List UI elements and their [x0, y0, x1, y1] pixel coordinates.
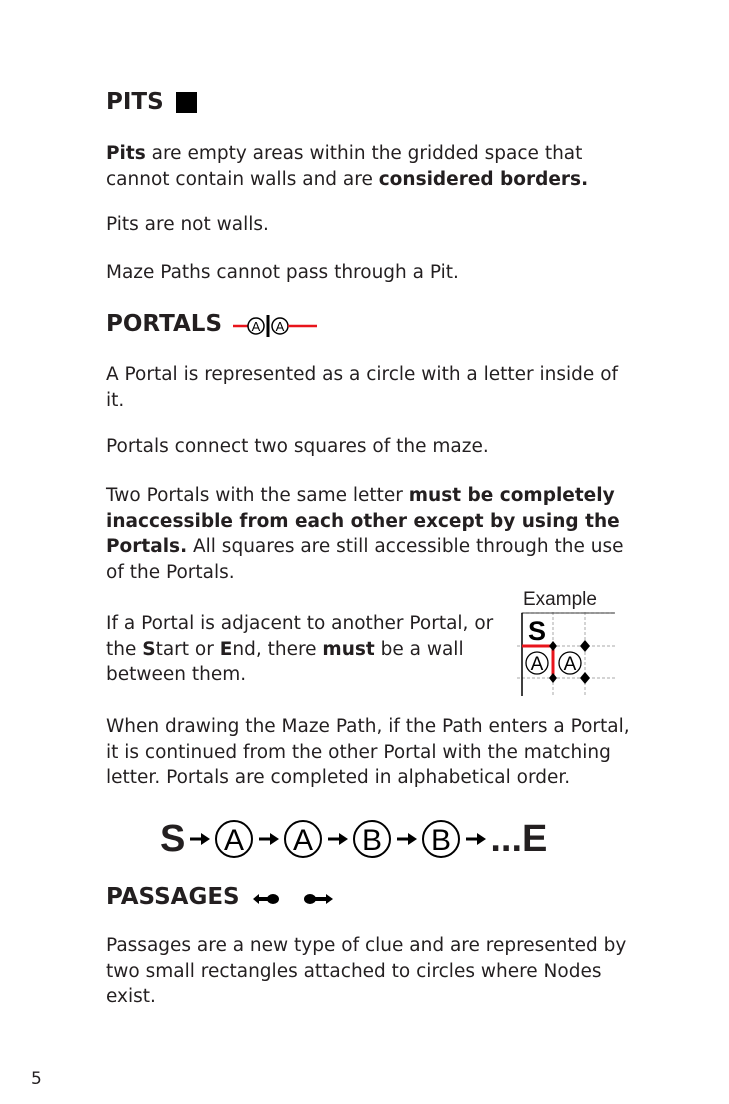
sequence-portal-letter: B	[362, 824, 383, 857]
portal-letter-left: A	[251, 319, 261, 334]
portals-paragraph-5: When drawing the Maze Path, if the Path enters a Portal, it is continued from the other Portal with the matching letter. Portals are completed in alphabetical order.	[106, 716, 630, 788]
pits-emphasis: considered borders.	[378, 168, 589, 190]
pits-paragraph-2: Pits are not walls.	[106, 214, 269, 235]
example-portal-letter-1: A	[530, 654, 544, 675]
pits-paragraph-1	[106, 141, 636, 192]
portals-paragraph-2: Portals connect two squares of the maze.	[106, 436, 489, 457]
portals-text: nd, there	[232, 638, 323, 660]
arrow-icon	[258, 832, 280, 846]
sequence-portal-letter: B	[431, 824, 452, 857]
pits-heading-text: PITS	[106, 89, 164, 115]
sequence-portal	[352, 819, 392, 859]
pits-term: Pits	[106, 143, 146, 164]
sequence-portal	[421, 819, 461, 859]
sequence-start: S	[160, 817, 186, 860]
portals-paragraph-1: A Portal is represented as a circle with a letter inside of it.	[106, 364, 619, 411]
start-initial: S	[142, 638, 156, 660]
arrow-icon	[465, 832, 487, 846]
example-start: S	[527, 616, 547, 646]
arrow-icon	[396, 832, 418, 846]
node-diamond	[580, 672, 590, 684]
node-diamond	[580, 640, 590, 652]
pit-square-icon	[176, 92, 197, 113]
portals-emphasis: must be completely inaccessible from each other except by using the Portals.	[106, 485, 620, 557]
passages-paragraph-1: Passages are a new type of clue and are represented by two small rectangles attached to circles where Nodes exist.	[106, 935, 627, 1007]
portals-text: tart or	[155, 638, 220, 660]
pits-text: are empty areas within the gridded space that cannot contain walls and are	[106, 143, 583, 190]
portals-heading	[106, 311, 222, 337]
pits-heading	[106, 89, 164, 115]
sequence-portal-letter: A	[224, 824, 245, 857]
portals-heading-text: PORTALS	[106, 311, 223, 337]
sequence-end: ...E	[490, 817, 548, 860]
page-number: 5	[31, 1069, 42, 1089]
portal-sequence	[160, 816, 547, 862]
passage-right-icon	[302, 890, 334, 908]
sequence-portal-letter: A	[293, 824, 314, 857]
portal-letter-right: A	[275, 319, 285, 334]
passages-heading	[106, 884, 240, 910]
pits-paragraph-3: Maze Paths cannot pass through a Pit.	[106, 262, 459, 283]
passages-heading-text: PASSAGES	[106, 884, 240, 910]
portal-pair-icon	[232, 313, 322, 339]
end-initial: E	[219, 638, 233, 660]
example-label: Example	[523, 589, 597, 610]
arrow-icon	[327, 832, 349, 846]
example-diagram	[515, 610, 615, 696]
example-portal-letter-2: A	[563, 654, 577, 675]
node-diamond	[549, 673, 557, 683]
sequence-portal	[214, 819, 254, 859]
portals-text: Two Portals with the same letter	[106, 485, 409, 506]
node-diamond	[549, 641, 557, 651]
passage-left-icon	[252, 890, 282, 908]
must-emphasis: must	[322, 638, 375, 660]
arrow-icon	[189, 832, 211, 846]
portals-paragraph-3	[106, 483, 636, 585]
portals-paragraph-4	[106, 611, 506, 688]
portals-text: All squares are still accessible through the use of the Portals.	[106, 536, 624, 583]
sequence-steps	[185, 819, 461, 859]
portals-text: If a Portal is adjacent to another Portal, or the	[106, 613, 494, 660]
portals-text: be a wall between them.	[106, 638, 464, 685]
sequence-portal	[283, 819, 323, 859]
